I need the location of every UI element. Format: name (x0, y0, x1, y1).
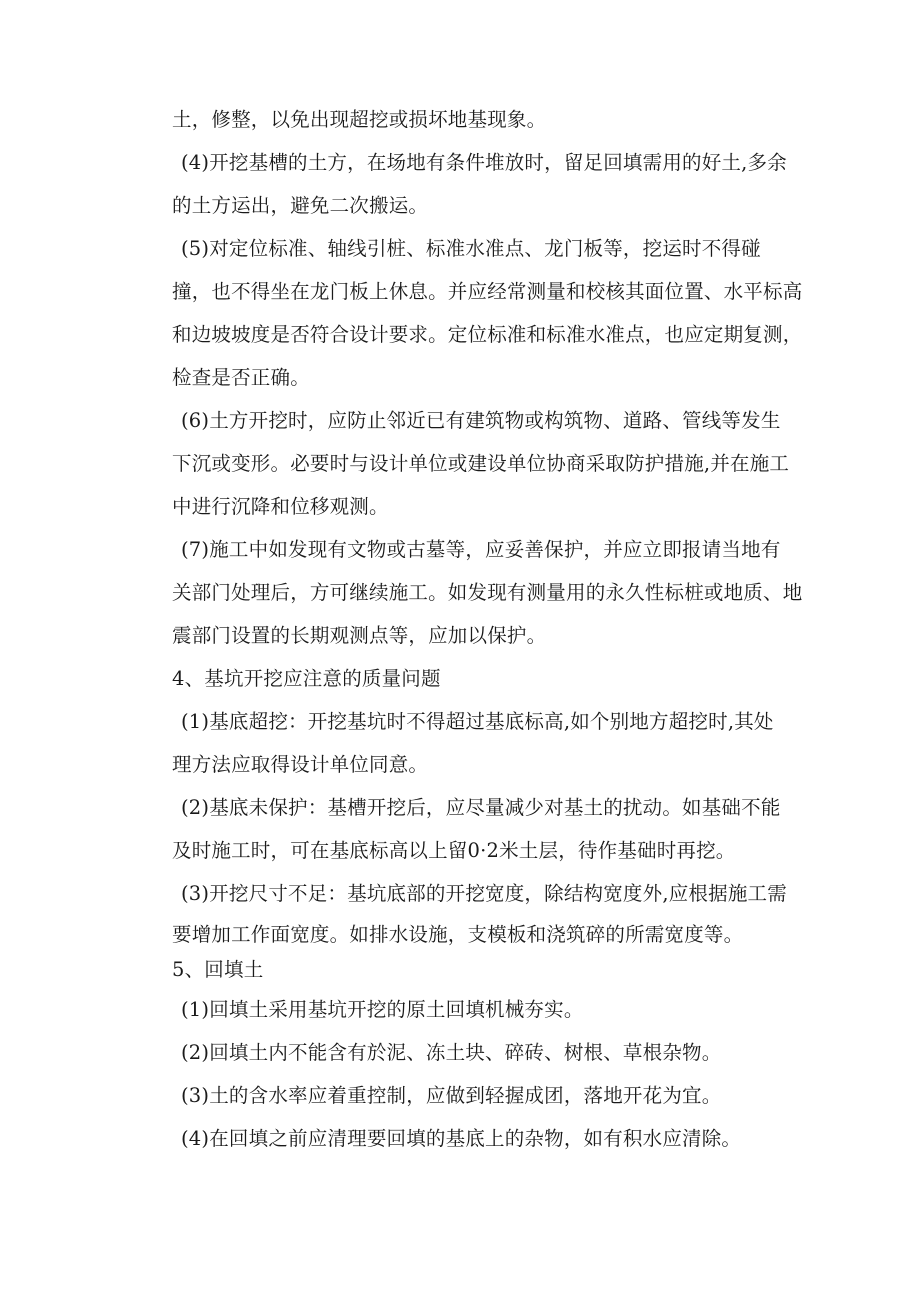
text-line: (6)土方开挖时，应防止邻近已有建筑物或构筑物、道路、管线等发生 (181, 409, 781, 432)
text-line: 和边坡坡度是否符合设计要求。定位标准和标准水准点，也应定期复测， (172, 323, 803, 346)
text-line: (3)土的含水率应着重控制，应做到轻握成团，落地开花为宜。 (181, 1084, 722, 1107)
text-line: 检查是否正确。 (172, 366, 310, 389)
text-line: (2)回填土内不能含有於泥、冻土块、碎砖、树根、草根杂物。 (181, 1041, 722, 1064)
text-line: 关部门处理后，方可继续施工。如发现有测量用的永久性标桩或地质、地 (172, 581, 803, 604)
text-line: 中进行沉降和位移观测。 (172, 495, 389, 518)
text-line: (2)基底未保护：基槽开挖后，应尽量减少对基土的扰动。如基础不能 (181, 796, 781, 819)
text-line: 要增加工作面宽度。如排水设施，支模板和浇筑碎的所需宽度等。 (172, 923, 744, 946)
text-line: 撞，也不得坐在龙门板上休息。并应经常测量和校核其面位置、水平标高 (172, 280, 803, 303)
text-line: (1)回填土采用基坑开挖的原土回填机械夯实。 (181, 998, 584, 1021)
text-line: 的土方运出，避免二次搬运。 (172, 194, 429, 217)
text-line: (7)施工中如发现有文物或古墓等，应妥善保护，并应立即报请当地有 (181, 538, 781, 561)
text-line: 理方法应取得设计单位同意。 (172, 753, 429, 776)
text-line: 及时施工时，可在基底标高以上留0·2米土层，待作基础时再挖。 (172, 839, 736, 862)
section-heading: 4、基坑开挖应注意的质量问题 (172, 667, 441, 690)
text-line: 下沉或变形。必要时与设计单位或建设单位协商采取防护措施,并在施工 (172, 452, 790, 475)
text-line: (4)开挖基槽的土方，在场地有条件堆放时，留足回填需用的好土,多余 (181, 151, 787, 174)
text-line: 震部门设置的长期观测点等，应加以保护。 (172, 624, 547, 647)
text-line: (1)基底超挖：开挖基坑时不得超过基底标高,如个别地方超挖时,其处 (181, 710, 774, 733)
text-line: 土，修整，以免出现超挖或损坏地基现象。 (172, 108, 547, 131)
text-line: (3)开挖尺寸不足：基坑底部的开挖宽度，除结构宽度外,应根据施工需 (181, 882, 787, 905)
section-heading: 5、回填土 (172, 958, 264, 981)
text-line: (4)在回填之前应清理要回填的基底上的杂物，如有积水应清除。 (181, 1127, 742, 1150)
text-line: (5)对定位标准、轴线引桩、标准水准点、龙门板等，挖运时不得碰 (181, 237, 761, 260)
